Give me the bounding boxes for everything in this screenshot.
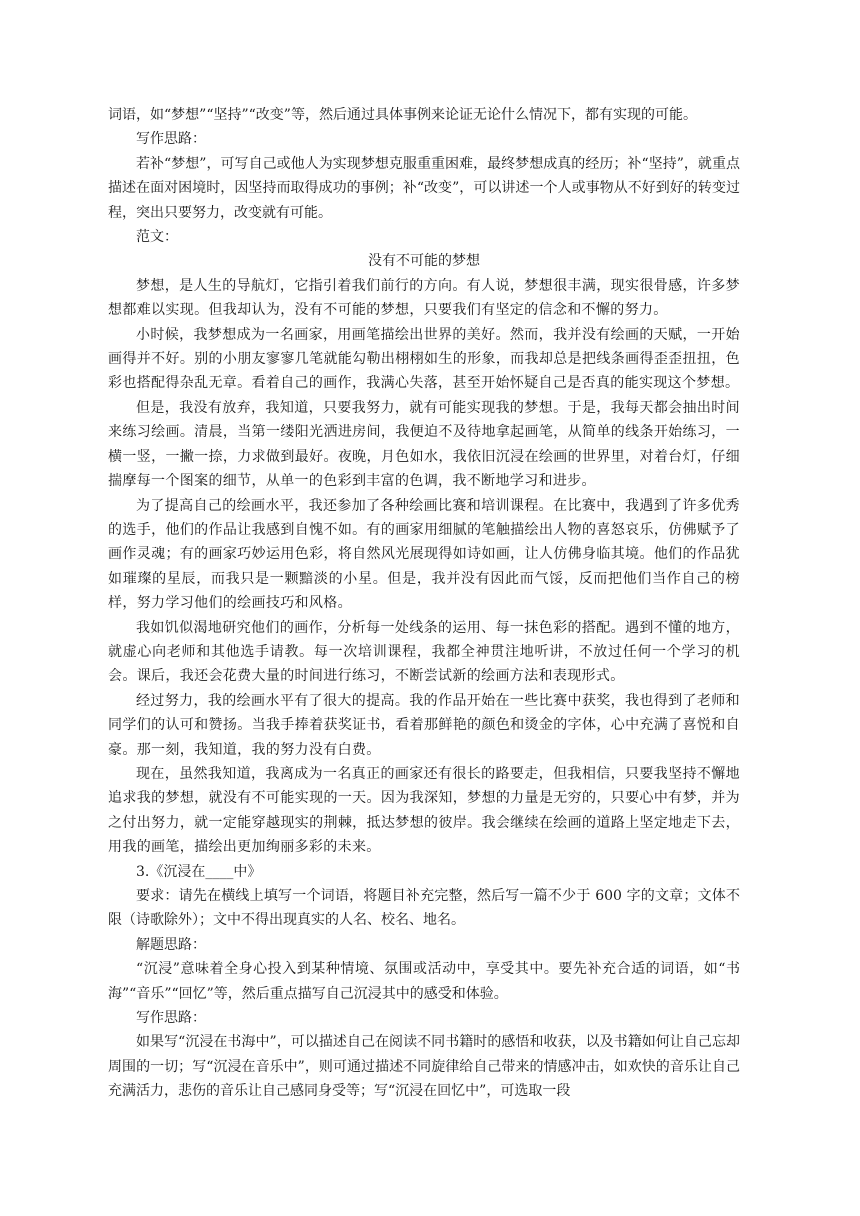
- writing-idea-label: 写作思路：: [136, 1010, 206, 1027]
- essay-paragraph: 为了提高自己的绘画水平，我还参加了各种绘画比赛和培训课程。在比赛中，我遇到了许多优秀的选手，他们的作品让我感到自愧不如。有的画家用细腻的笔触描绘出人物的喜怒哀乐，仿佛赋予了画作灵魂；有的画家巧妙运用色彩，将自然风光展现得如诗如画，让人仿佛身临其境。他们的作品犹如璀璨的星辰，而我只是一颗黯淡的小星。但是，我并没有因此而气馁，反而把他们当作自己的榜样，努力学习他们的绘画技巧和风格。: [108, 497, 740, 612]
- analysis-paragraph: “沉浸”意味着全身心投入到某种情境、氛围或活动中，享受其中。要先补充合适的词语，如“书海”“音乐”“回忆”等，然后重点描写自己沉浸其中的感受和体验。: [108, 961, 740, 1002]
- essay-paragraph: 现在，虽然我知道，我离成为一名真正的画家还有很长的路要走，但我相信，只要我坚持不懈地追求我的梦想，就没有不可能实现的一天。因为我深知，梦想的力量是无穷的，只要心中有梦，并为之付出努力，就一定能穿越现实的荆棘，抵达梦想的彼岸。我会继续在绘画的道路上坚定地走下去，用我的画笔，描绘出更加绚丽多彩的未来。: [108, 765, 740, 856]
- writing-idea-paragraph: 如果写“沉浸在书海中”，可以描述自己在阅读不同书籍时的感悟和收获，以及书籍如何让自己忘却周围的一切；写“沉浸在音乐中”，则可通过描述不同旋律给自己带来的情感冲击，如欢快的音乐让自己充满活力，悲伤的音乐让自己感同身受等；写“沉浸在回忆中”，可选取一段: [108, 1034, 740, 1100]
- writing-idea-label: 写作思路：: [136, 131, 206, 148]
- essay-paragraph: 梦想，是人生的导航灯，它指引着我们前行的方向。有人说，梦想很丰满，现实很骨感，许多梦想都难以实现。但我却认为，没有不可能的梦想，只要我们有坚定的信念和不懈的努力。: [108, 277, 740, 319]
- essay-paragraph: 但是，我没有放弃，我知道，只要我努力，就有可能实现我的梦想。于是，我每天都会抽出时间来练习绘画。清晨，当第一缕阳光洒进房间，我便迫不及待地拿起画笔，从简单的线条开始练习，一横一竖，一撇一捺，力求做到最好。夜晚，月色如水，我依旧沉浸在绘画的世界里，对着台灯，仔细揣摩每一个图案的细节，从单一的色彩到丰富的色调，我不断地学习和进步。: [108, 399, 740, 490]
- question-requirement: 要求：请先在横线上填写一个词语，将题目补充完整，然后写一篇不少于 600 字的文章；文体不限（诗歌除外）；文中不得出现真实的人名、校名、地名。: [108, 888, 740, 929]
- analysis-label: 解题思路：: [136, 936, 206, 953]
- sample-essay-label: 范文：: [136, 229, 178, 246]
- intro-paragraph: 词语，如“梦想”“坚持”“改变”等，然后通过具体事例来论证无论什么情况下，都有实现的可能。: [108, 107, 697, 123]
- essay-paragraph: 我如饥似渴地研究他们的画作，分析每一处线条的运用、每一抹色彩的搭配。遇到不懂的地方，就虚心向老师和其他选手请教。每一次培训课程，我都全神贯注地听讲，不放过任何一个学习的机会。课后，我还会花费大量的时间进行练习，不断尝试新的绘画方法和表现形式。: [108, 619, 740, 685]
- essay-title: 没有不可能的梦想: [368, 253, 480, 270]
- writing-idea-paragraph: 若补“梦想”，可写自己或他人为实现梦想克服重重困难，最终梦想成真的经历；补“坚持”，就重点描述在面对困境时，因坚持而取得成功的事例；补“改变”，可以讲述一个人或事物从不好到好的转变过程，突出只要努力，改变就有可能。: [108, 155, 740, 221]
- document-body: [108, 103, 740, 1104]
- sample-essay: [108, 249, 740, 859]
- essay-paragraph: 经过努力，我的绘画水平有了很大的提高。我的作品开始在一些比赛中获奖，我也得到了老师和同学们的认可和赞扬。当我手捧着获奖证书，看着那鲜艳的颜色和烫金的字体，心中充满了喜悦和自豪。那一刻，我知道，我的努力没有白费。: [108, 692, 740, 758]
- question-heading: 3.《沉浸在____中》: [136, 863, 262, 880]
- essay-paragraph: 小时候，我梦想成为一名画家，用画笔描绘出世界的美好。然而，我并没有绘画的天赋，一开始画得并不好。别的小朋友寥寥几笔就能勾勒出栩栩如生的形象，而我却总是把线条画得歪歪扭扭，色彩也搭配得杂乱无章。看着自己的画作，我满心失落，甚至开始怀疑自己是否真的能实现这个梦想。: [108, 326, 740, 392]
